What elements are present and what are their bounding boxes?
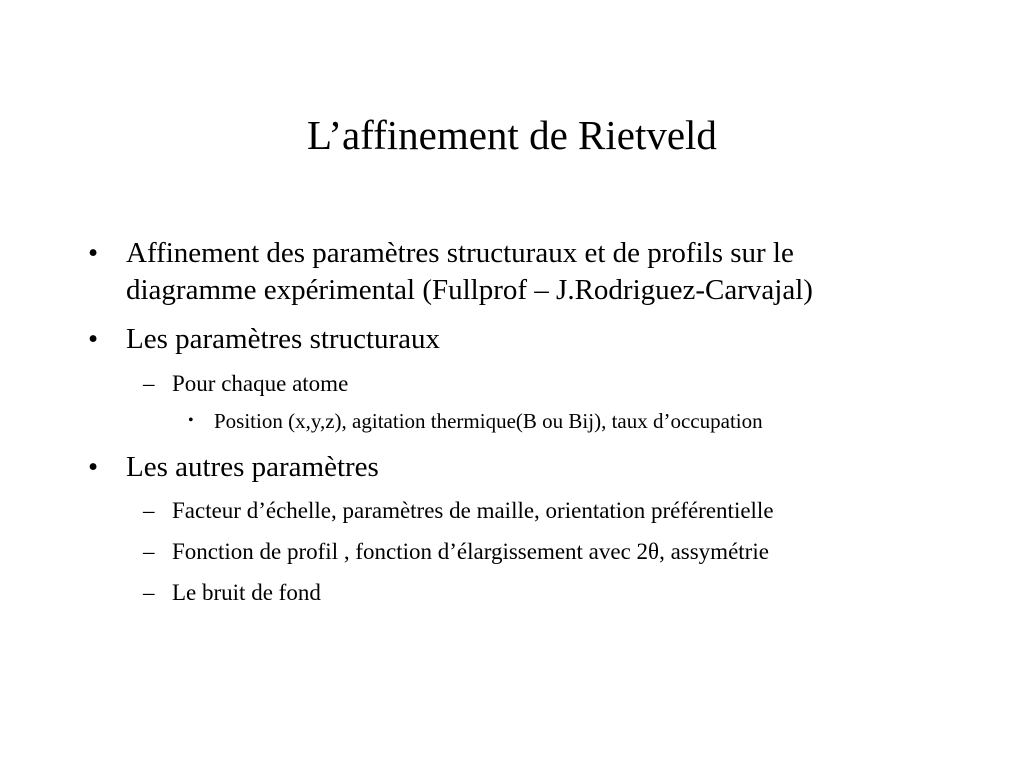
- bullet-marker: •: [88, 237, 99, 269]
- bullet-item-affinement-continued: [88, 273, 988, 307]
- sub-bullet-pour-chaque-atome: [143, 370, 993, 398]
- sub-sub-bullet-text: Position (x,y,z), agitation thermique(B ou Bij), taux d’occupation: [214, 409, 763, 433]
- dash-marker: –: [143, 498, 155, 523]
- bullet-text: Les autres paramètres: [126, 451, 379, 483]
- dash-marker: –: [143, 580, 155, 605]
- sub-bullet-facteur-echelle: [143, 497, 1003, 525]
- bullet-marker: •: [88, 323, 99, 355]
- bullet-text: Affinement des paramètres structuraux et de profils sur le: [126, 237, 794, 269]
- sub-bullet-text: Facteur d’échelle, paramètres de maille, orientation préférentielle: [172, 498, 774, 523]
- bullet-item-autres-parametres: [88, 450, 988, 484]
- dash-marker: –: [143, 539, 155, 564]
- slide-title: L’affinement de Rietveld: [307, 112, 717, 158]
- bullet-text: Les paramètres structuraux: [126, 323, 441, 355]
- bullet-item-parametres-structuraux: [88, 322, 988, 356]
- bullet-marker: •: [188, 412, 194, 429]
- sub-bullet-bruit-de-fond: [143, 579, 1003, 607]
- sub-bullet-text: Fonction de profil , fonction d’élargissement avec 2θ, assymétrie: [172, 539, 769, 564]
- dash-marker: –: [143, 371, 155, 396]
- bullet-marker: •: [88, 451, 99, 483]
- sub-bullet-text: Pour chaque atome: [172, 371, 349, 396]
- bullet-text: diagramme expérimental (Fullprof – J.Rodriguez-Carvajal): [126, 274, 813, 306]
- sub-sub-bullet-position: [188, 408, 1008, 434]
- sub-bullet-text: Le bruit de fond: [172, 580, 321, 605]
- bullet-item-affinement: [88, 236, 988, 270]
- sub-bullet-fonction-profil: [143, 538, 1003, 566]
